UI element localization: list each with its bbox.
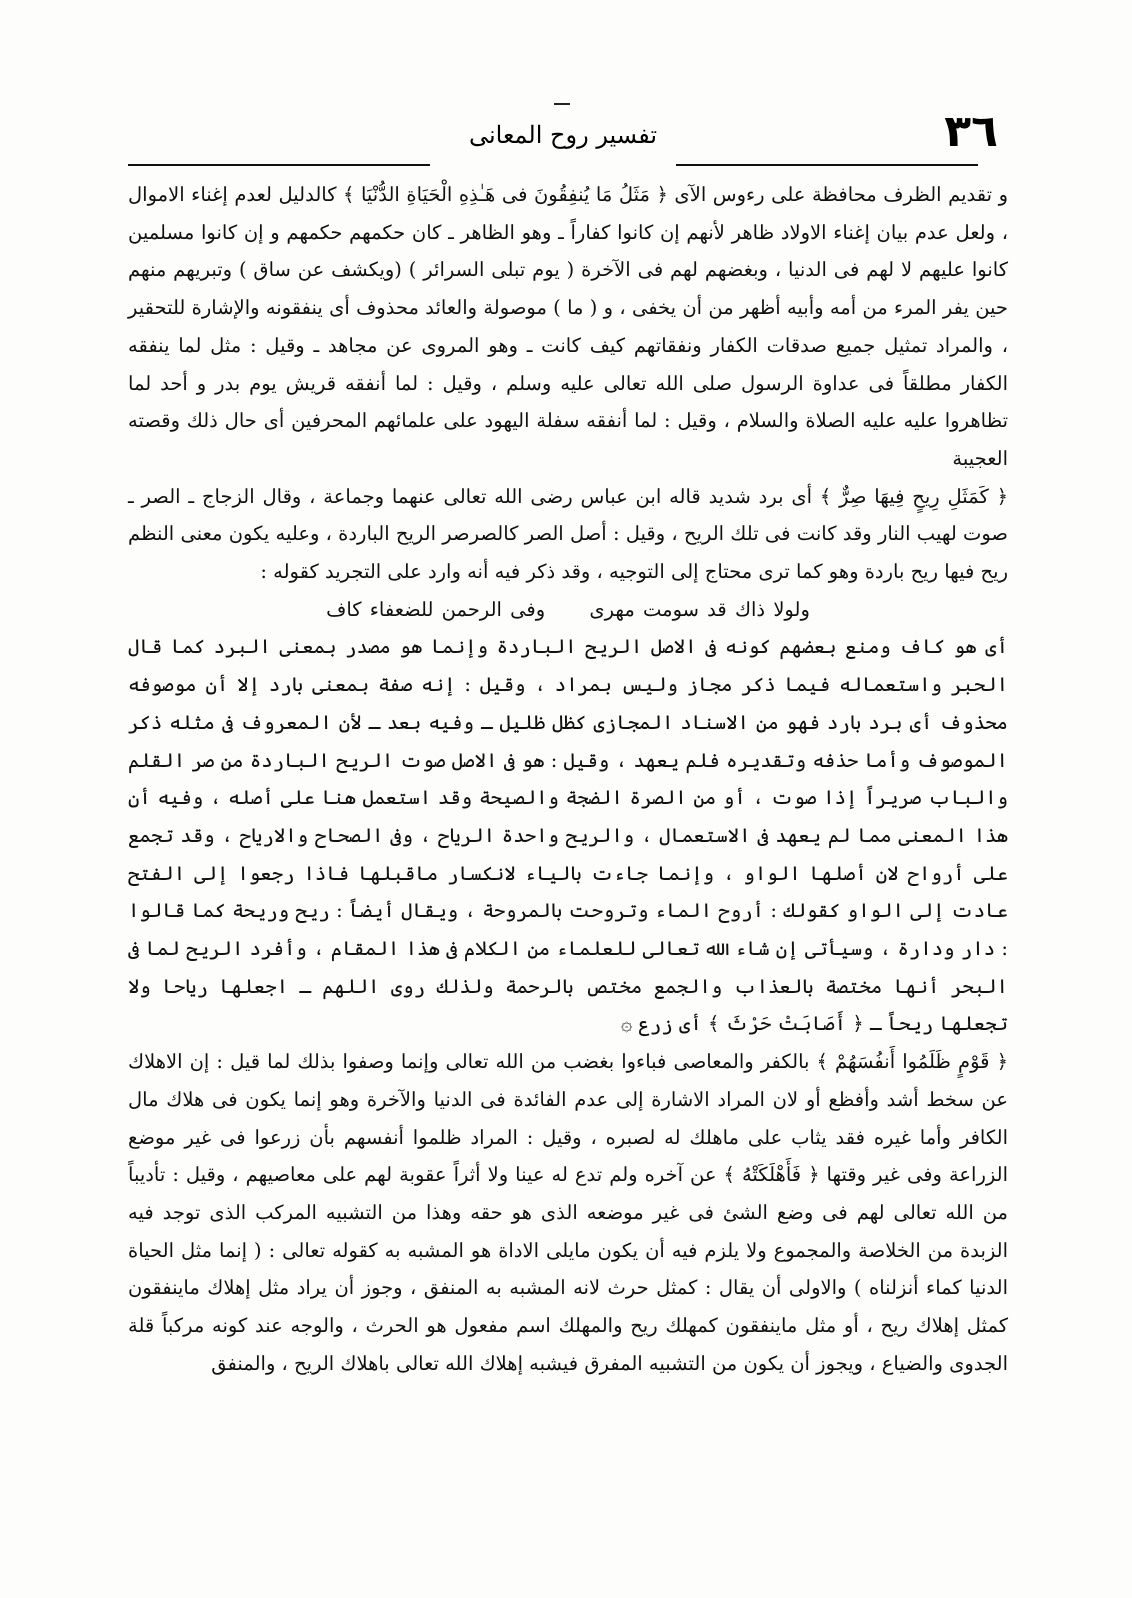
header-rule-left	[128, 164, 430, 166]
paragraph-2: ﴿ كَمَثَلِ رِيحٍ فِيهَا صِرٌّ ﴾ أى برد شديد قاله ابن عباس رضى الله تعالى عنهما وجماعة ، وقال الزجاج ـ الصر ـ صوت لهيب النار وقد كانت فى تلك الريح ، وقيل : أصل الصر كالصرصر الريح الباردة ، وعليه يكون معنى النظم ريح فيها ريح باردة وهو كما ترى محتاج إلى التوجيه ، وقد ذكر فيه أنه وارد على التجريد كقوله :	[128, 484, 1008, 584]
running-title: تفسير روح المعانى	[468, 121, 658, 149]
paragraph-4: ﴿ قَوْمٍ ظَلَمُوا أَنفُسَهُمْ ﴾ بالكفر والمعاصى فباءوا بغضب من الله تعالى وإنما وصفوا بذلك لما قيل : إن الاهلاك عن سخط أشد وأفظع أو لان المراد الاشارة إلى عدم الفائدة فى الدنيا والآخرة وهو إنما يكون فى هلاك مال الكافر وأما غيره فقد يثاب على ماهلك له لصبره ، وقيل : المراد ظلموا أنفسهم بأن زرعوا فى غير موضع الزراعة وفى غير وقتها ﴿ فَأَهْلَكَتْهُ ﴾ عن آخره ولم تدع له عينا ولا أثراً عقوبة لهم على معاصيهم ، وقيل : تأديباً من الله تعالى لهم فى وضع الشئ فى غير موضعه الذى هو حقه وهذا من التشبيه المركب الذى توجد فيه الزبدة من الخلاصة والمجموع ولا يلزم فيه أن يكون مايلى الاداة هو المشبه به كقوله تعالى : ( إنما مثل الحياة الدنيا كماء أنزلناه ) والاولى أن يقال : كمثل حرث لانه المشبه به المنفق ، وجوز أن يراد مثل إهلاك ماينفقون كمثل إهلاك ريح ، أو مثل ماينفقون كمهلك ريح والمهلك اسم مفعول هو الحرث ، والوجه عند كونه مركباً قلة الجدوى والضياع ، ويجوز أن يكون من التشبيه المفرق فيشبه إهلاك الله تعالى باهلاك الريح ، والمنفق	[128, 1050, 1008, 1375]
header-rule-right	[676, 164, 978, 166]
paragraph-3: أى هو كاف ومنع بعضهم كونه فى الاصل الريح الباردة وإنما هو مصدر بمعنى البرد كما قال الحبر واستعماله فيما ذكر مجاز وليس بمراد ، وقيل : إنه صفة بمعنى بارد إلا أن موصوفه محذوف أى برد بارد فهو من الاسناد المجازى كظل ظليل ـ وفيه بعد ـ لأن المعروف فى مثله ذكر الموصوف وأما حذفه وتقديره فلم يعهد ، وقيل : هو فى الاصل صوت الريح الباردة من صر القلم والباب صريراً إذا صوت ، أو من الصرة الضجة والصيحة وقد استعمل هنا على أصله ، وفيه أن هذا المعنى مما لم يعهد فى الاستعمال ، والريح واحدة الرياح ، وفى الصحاح والارياح ، وقد تجمع على أرواح لان أصلها الواو ، وإنما جاءت بالياء لانكسار ماقبلها فاذا رجعوا إلى الفتح عادت إلى الواو كقولك : أروح الماء وتروحت بالمروحة ، ويقال أيضاً : ريح وريحة كما قالوا : دار ودارة ، وسيأتى إن شاء الله تعالى للعلماء من الكلام فى هذا المقام ، وأفرد الريح لما فى البحر أنها مختصة بالعذاب والجمع مختص بالرحمة ولذلك روى اللهم ـ اجعلها رياحا ولا تجعلها ريحاً ـ ﴿ أَصَابَتْ حَرْثَ ﴾ أى زرع ۞	[128, 635, 1008, 1036]
tafsir-body	[128, 176, 1008, 1383]
page-header	[128, 106, 998, 164]
paragraph-1: و تقديم الظرف محافظة على رءوس الآى ﴿ مَثَلُ مَا يُنفِقُونَ فى هَـٰذِهِ الْحَيَاةِ الدُّنْيَا ﴾ كالدليل لعدم إغناء الاموال ، ولعل عدم بيان إغناء الاولاد ظاهر لأنهم إن كانوا كفاراً ـ وهو الظاهر ـ كان حكمهم حكمهم و إن كانوا مسلمين كانوا عليهم لا لهم فى الدنيا ، وبغضهم لهم فى الآخرة ( يوم تبلى السرائر ) (ويكشف عن ساق ) وتبريهم منهم حين يفر المرء من أمه وأبيه أظهر من أن يخفى ، و ( ما ) موصولة والعائد محذوف أى ينفقونه والإشارة للتحقير ، والمراد تمثيل جميع صدقات الكفار ونفقاتهم كيف كانت ـ وهو المروى عن مجاهد ـ وقيل : مثل لما ينفقه الكفار مطلقاً فى عداوة الرسول صلى الله تعالى عليه وسلم ، وقيل : لما أنفقه قريش يوم بدر و أحد لما تظاهروا عليه عليه الصلاة والسلام ، وقيل : لما أنفقه سفلة اليهود على علمائهم المحرفين أى حال ذلك وقصته العجيبة	[128, 183, 1008, 470]
poetry-verse	[128, 591, 1008, 629]
verse-second-hemistich: وفى الرحمن للضعفاء كاف	[326, 597, 546, 621]
page-number: ٣٦	[944, 106, 998, 157]
header-mark	[554, 103, 570, 105]
verse-first-hemistich: ولولا ذاك قد سومت مهرى	[589, 597, 810, 621]
